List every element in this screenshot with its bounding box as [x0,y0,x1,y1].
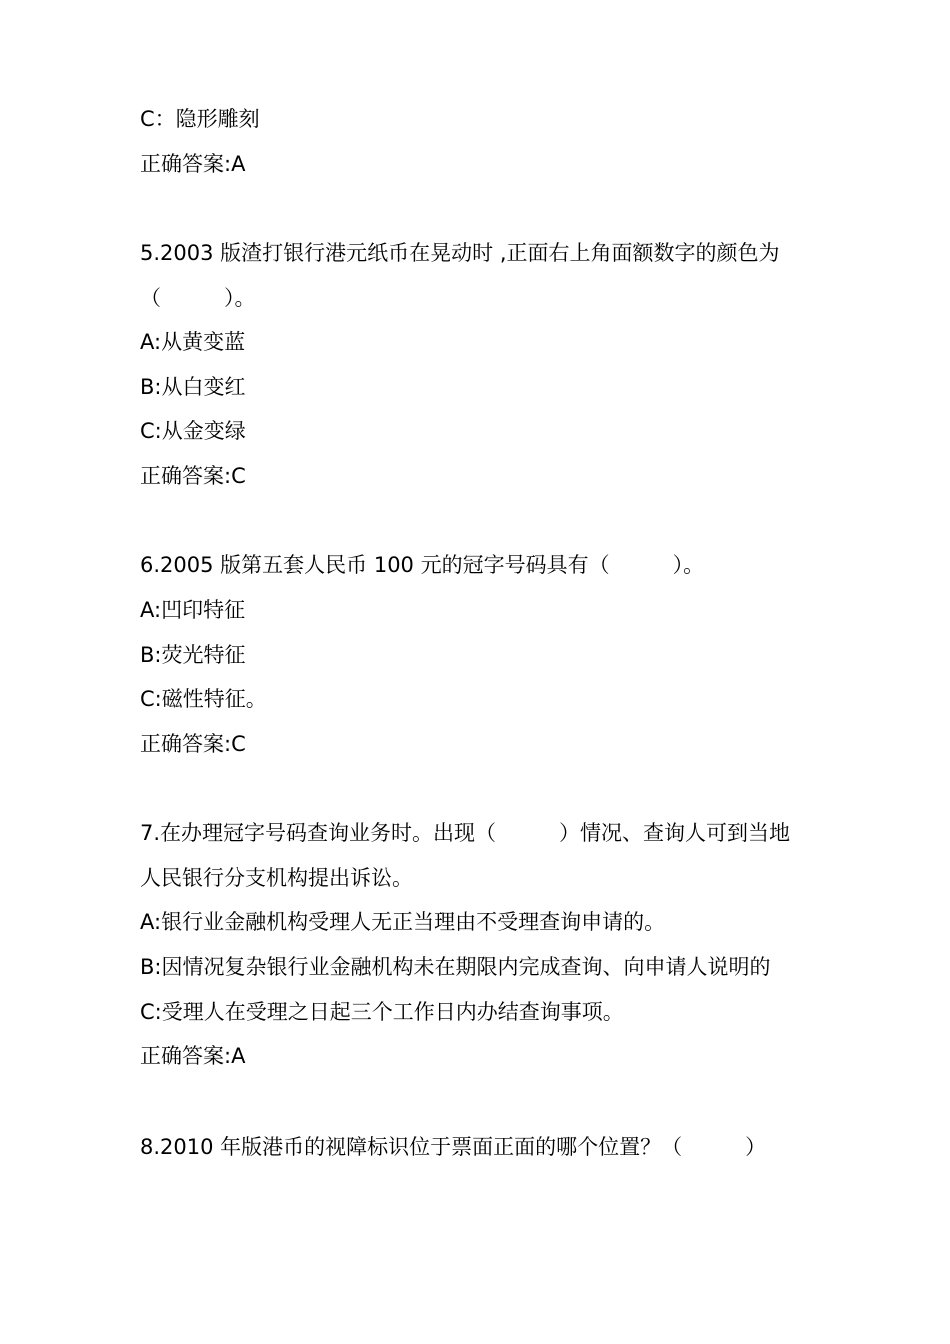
option-c-q7: C:受理人在受理之日起三个工作日内办结查询事项。 [140,1000,624,1024]
option-a-q7: A:银行业金融机构受理人无正当理由不受理查询申请的。 [140,910,666,934]
option-b-q5: B:从白变红 [140,375,246,399]
option-b-q6: B:荧光特征 [140,643,246,667]
question-6: 6.2005 版第五套人民币 100 元的冠字号码具有（ ）。 [140,553,705,577]
option-c-q4: C：隐形雕刻 [140,107,260,131]
question-5-line-1: 5.2003 版渣打银行港元纸币在晃动时 ,正面右上角面额数字的颜色为 [140,241,780,265]
answer-q4: 正确答案:A [140,152,246,176]
question-5-line-2: （ ）。 [140,286,256,310]
answer-q7: 正确答案:A [140,1044,246,1068]
question-7-line-1: 7.在办理冠字号码查询业务时。出现（ ）情况、查询人可到当地 [140,821,791,845]
option-a-q6: A:凹印特征 [140,598,246,622]
option-a-q5: A:从黄变蓝 [140,330,246,354]
answer-q6: 正确答案:C [140,732,246,756]
question-7-line-2: 人民银行分支机构提出诉讼。 [140,866,413,890]
option-b-q7: B:因情况复杂银行业金融机构未在期限内完成查询、向申请人说明的 [140,955,771,979]
question-8: 8.2010 年版港币的视障标识位于票面正面的哪个位置？（ ） [140,1135,767,1159]
option-c-q6: C:磁性特征。 [140,687,267,711]
answer-q5: 正确答案:C [140,464,246,488]
option-c-q5: C:从金变绿 [140,419,246,443]
